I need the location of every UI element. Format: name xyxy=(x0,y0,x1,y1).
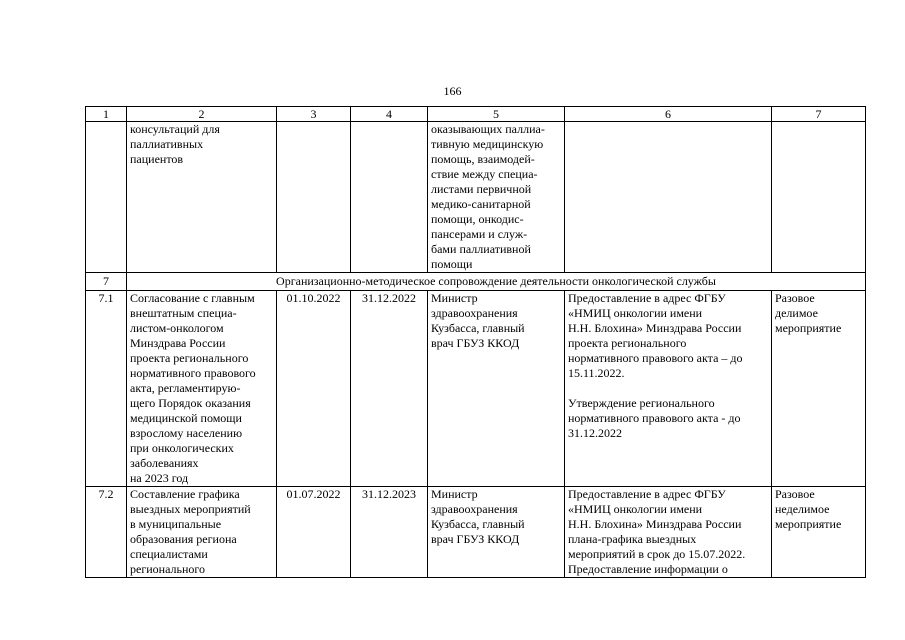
text-line: пансерами и служ- xyxy=(431,227,528,241)
text-line: образования региона xyxy=(130,532,237,546)
text-line: «НМИЦ онкологии имени xyxy=(568,502,703,516)
text-line: 31.12.2022 xyxy=(568,426,622,440)
text-line: мероприятие xyxy=(775,321,842,335)
text-line: Н.Н. Блохина» Минздрава России xyxy=(568,321,742,335)
text-line: листами первичной xyxy=(431,182,532,196)
text-line: акта, регламентирую- xyxy=(130,381,241,395)
text-line: делимое xyxy=(775,306,818,320)
cell-start xyxy=(277,122,351,273)
cell-type xyxy=(772,291,866,487)
text-line: выездных мероприятий xyxy=(130,502,251,516)
text-line: медико-санитарной xyxy=(431,197,531,211)
text-line: «НМИЦ онкологии имени xyxy=(568,306,703,320)
text-line: щего Порядок оказания xyxy=(130,396,251,410)
cell-activity xyxy=(127,291,277,487)
text-line: Министр xyxy=(431,291,478,305)
row-number: 7.1 xyxy=(86,291,127,487)
text-line: врач ГБУЗ ККОД xyxy=(431,532,520,546)
text-line: неделимое xyxy=(775,502,830,516)
text-line: оказывающих паллиа- xyxy=(431,122,545,136)
end-date: 31.12.2023 xyxy=(351,487,428,578)
text-line: взрослому населению xyxy=(130,426,243,440)
text-line: Кузбасса, главный xyxy=(431,321,525,335)
table-row xyxy=(86,487,866,578)
cell-result xyxy=(565,291,772,487)
text-line: Кузбасса, главный xyxy=(431,517,525,531)
header-row xyxy=(86,107,866,122)
text-line: Разовое xyxy=(775,291,815,305)
text-line: тивную медицинскую xyxy=(431,137,544,151)
start-date: 01.10.2022 xyxy=(277,291,351,487)
text-line: мероприятий в срок до 15.07.2022. xyxy=(568,547,746,561)
text-line: врач ГБУЗ ККОД xyxy=(431,336,520,350)
page-number: 166 xyxy=(443,84,462,98)
text-line: листом-онкологом xyxy=(130,321,224,335)
header-cell: 4 xyxy=(351,107,428,122)
text-line: Минздрава России xyxy=(130,336,226,350)
text-line: специалистами xyxy=(130,547,208,561)
cell-responsible xyxy=(428,487,565,578)
text-line: здравоохранения xyxy=(431,502,518,516)
text-line: внештатным специа- xyxy=(130,306,237,320)
header-cell: 1 xyxy=(86,107,127,122)
text-line: на 2023 год xyxy=(130,471,189,485)
text-line: бами паллиативной xyxy=(431,242,531,256)
text-line: Предоставление информации о xyxy=(568,562,728,576)
cell-num xyxy=(86,122,127,273)
text-line: Утверждение регионального xyxy=(568,396,715,410)
cell-result xyxy=(565,122,772,273)
section-row xyxy=(86,273,866,291)
text-line: нормативного правового акта – до xyxy=(568,351,743,365)
text-line: в муниципальные xyxy=(130,517,222,531)
end-date: 31.12.2022 xyxy=(351,291,428,487)
text-line: Предоставление в адрес ФГБУ xyxy=(568,487,726,501)
header-cell: 5 xyxy=(428,107,565,122)
text-line: Согласование с главным xyxy=(130,291,255,305)
text-line: Предоставление в адрес ФГБУ xyxy=(568,291,726,305)
text-line: проекта регионального xyxy=(568,336,687,350)
text-line: 15.11.2022. xyxy=(568,366,625,380)
text-line: помощь, взаимодей- xyxy=(431,152,535,166)
cell-activity xyxy=(127,122,277,273)
text-line: заболеваниях xyxy=(130,456,199,470)
header-cell: 7 xyxy=(772,107,866,122)
cell-activity xyxy=(127,487,277,578)
text-line: регионального xyxy=(130,562,206,576)
text-line: Министр xyxy=(431,487,478,501)
text-line: при онкологических xyxy=(130,441,234,455)
continued-row xyxy=(86,122,866,273)
cell-responsible xyxy=(428,291,565,487)
cell-end xyxy=(351,122,428,273)
cell-type xyxy=(772,487,866,578)
text-line: здравоохранения xyxy=(431,306,518,320)
header-cell: 3 xyxy=(277,107,351,122)
text-line: Разовое xyxy=(775,487,815,501)
text-line: пациентов xyxy=(130,152,184,166)
activities-table xyxy=(85,106,866,578)
section-title: Организационно-методическое сопровождение деятельности онкологической службы xyxy=(127,273,866,291)
text-line: нормативного правового xyxy=(130,366,256,380)
text-line: проекта регионального xyxy=(130,351,249,365)
cell-type xyxy=(772,122,866,273)
text-line: Составление графика xyxy=(130,487,240,501)
text-line: плана-графика выездных xyxy=(568,532,697,546)
text-line: Н.Н. Блохина» Минздрава России xyxy=(568,517,742,531)
header-cell: 2 xyxy=(127,107,277,122)
text-line: паллиативных xyxy=(130,137,204,151)
text-line: ствие между специа- xyxy=(431,167,538,181)
text-line: консультаций для xyxy=(130,122,220,136)
cell-responsible xyxy=(428,122,565,273)
text-line: помощи, онкодис- xyxy=(431,212,524,226)
table-row xyxy=(86,291,866,487)
text-line: медицинской помощи xyxy=(130,411,242,425)
text-line: нормативного правового акта - до xyxy=(568,411,741,425)
text-line: помощи xyxy=(431,257,473,271)
row-number: 7.2 xyxy=(86,487,127,578)
text-line: мероприятие xyxy=(775,517,842,531)
section-number: 7 xyxy=(86,273,127,291)
header-cell: 6 xyxy=(565,107,772,122)
paragraph-gap xyxy=(568,381,768,396)
start-date: 01.07.2022 xyxy=(277,487,351,578)
cell-result xyxy=(565,487,772,578)
